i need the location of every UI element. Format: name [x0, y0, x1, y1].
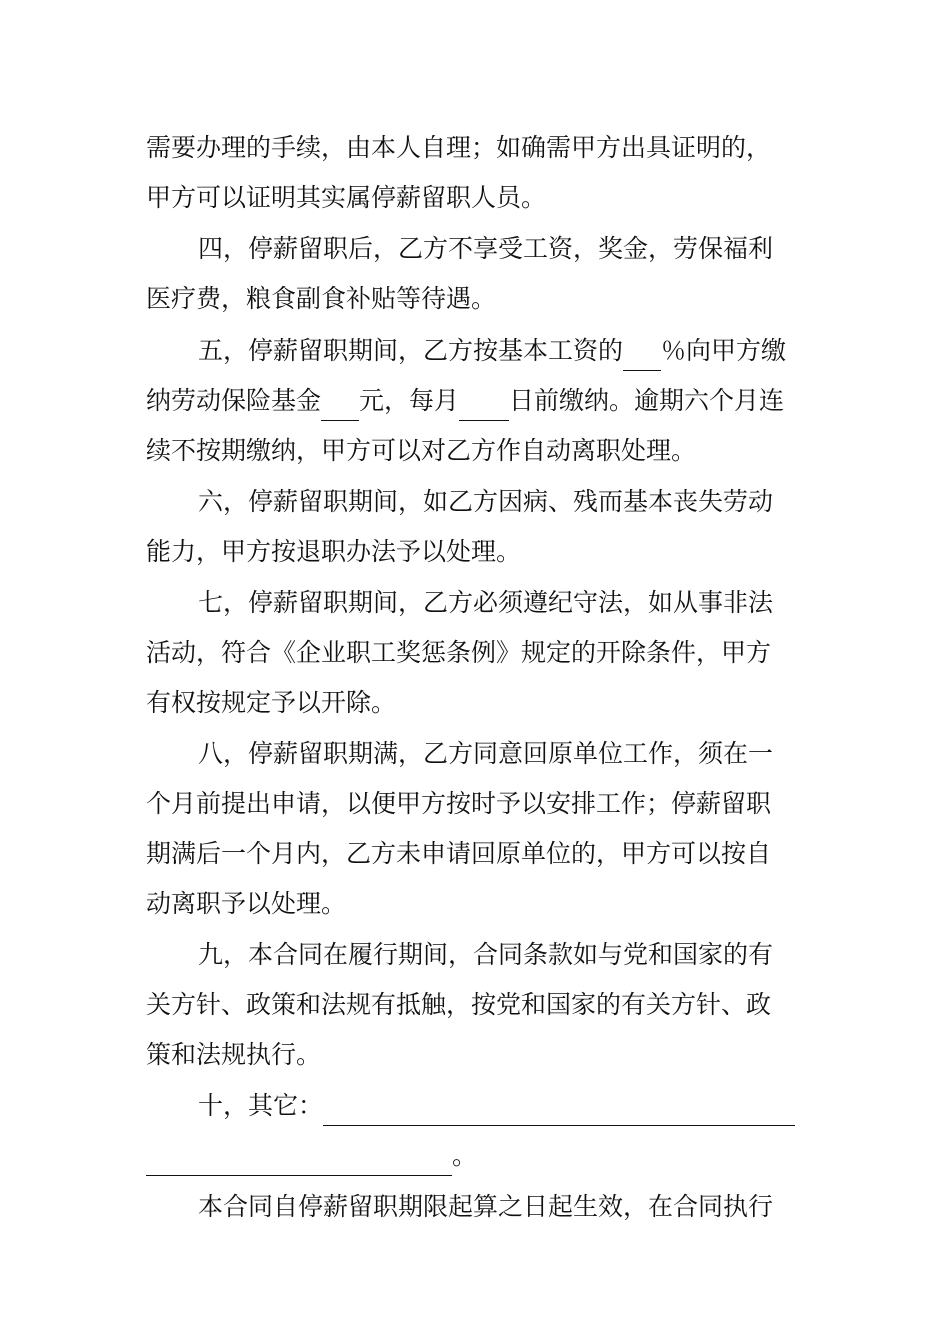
day-blank [459, 392, 509, 421]
clause-8-line-1: 八，停薪留职期满，乙方同意回原单位工作，须在一 [198, 739, 774, 768]
clause-8-line-3: 期满后一个月内，乙方未申请回原单位的，甲方可以按自 [146, 839, 772, 868]
clause-7-line-1: 七，停薪留职期间，乙方必须遵纪守法，如从事非法 [198, 588, 774, 617]
clause-5-text-a: 五，停薪留职期间，乙方按基本工资的 [198, 336, 624, 365]
clause-7-line-3: 有权按规定予以开除。 [146, 688, 397, 717]
clause-10-line-1 [198, 1086, 818, 1126]
clause-10-label: 十，其它： [198, 1091, 324, 1120]
clause-7-line-2: 活动，符合《企业职工奖惩条例》规定的开除条件，甲方 [146, 638, 772, 667]
clause-8-line-2: 个月前提出申请，以便甲方按时予以安排工作；停薪留职 [146, 789, 772, 818]
clause-5-text-d: 元，每月 [359, 386, 460, 415]
text-line: 甲方可以证明其实属停薪留职人员。 [146, 183, 547, 212]
clause-5-line-3: 续不按期缴纳，甲方可以对乙方作自动离职处理。 [146, 436, 697, 465]
other-terms-blank-cont [146, 1147, 452, 1176]
clause-5-line-1 [198, 331, 818, 371]
clause-9-line-1: 九，本合同在履行期间，合同条款如与党和国家的有 [198, 940, 774, 969]
clause-10-line-2 [146, 1136, 816, 1176]
clause-5-text-e: 日前缴纳。逾期六个月连 [509, 386, 785, 415]
clause-6-line-2: 能力，甲方按退职办法予以处理。 [146, 537, 522, 566]
clause-5-line-2 [146, 381, 816, 421]
clause-10-period: 。 [452, 1141, 478, 1170]
clause-9-line-2: 关方针、政策和法规有抵触，按党和国家的有关方针、政 [146, 990, 772, 1019]
percent-blank [623, 342, 661, 371]
clause-5-text-c: 纳劳动保险基金 [146, 386, 322, 415]
amount-blank [321, 392, 359, 421]
clause-8-line-4: 动离职予以处理。 [146, 889, 347, 918]
other-terms-blank [323, 1097, 795, 1126]
clause-9-line-3: 策和法规执行。 [146, 1040, 322, 1069]
clause-6-line-1: 六，停薪留职期间，如乙方因病、残而基本丧失劳动 [198, 487, 774, 516]
clause-4-line-2: 医疗费，粮食副食补贴等待遇。 [146, 284, 497, 313]
text-line: 需要办理的手续，由本人自理；如确需甲方出具证明的， [146, 133, 772, 162]
effective-clause-line-1: 本合同自停薪留职期限起算之日起生效，在合同执行 [198, 1192, 774, 1221]
clause-4-line-1: 四，停薪留职后，乙方不享受工资，奖金，劳保福利 [198, 234, 774, 263]
clause-5-text-b: ％向甲方缴 [661, 336, 787, 365]
